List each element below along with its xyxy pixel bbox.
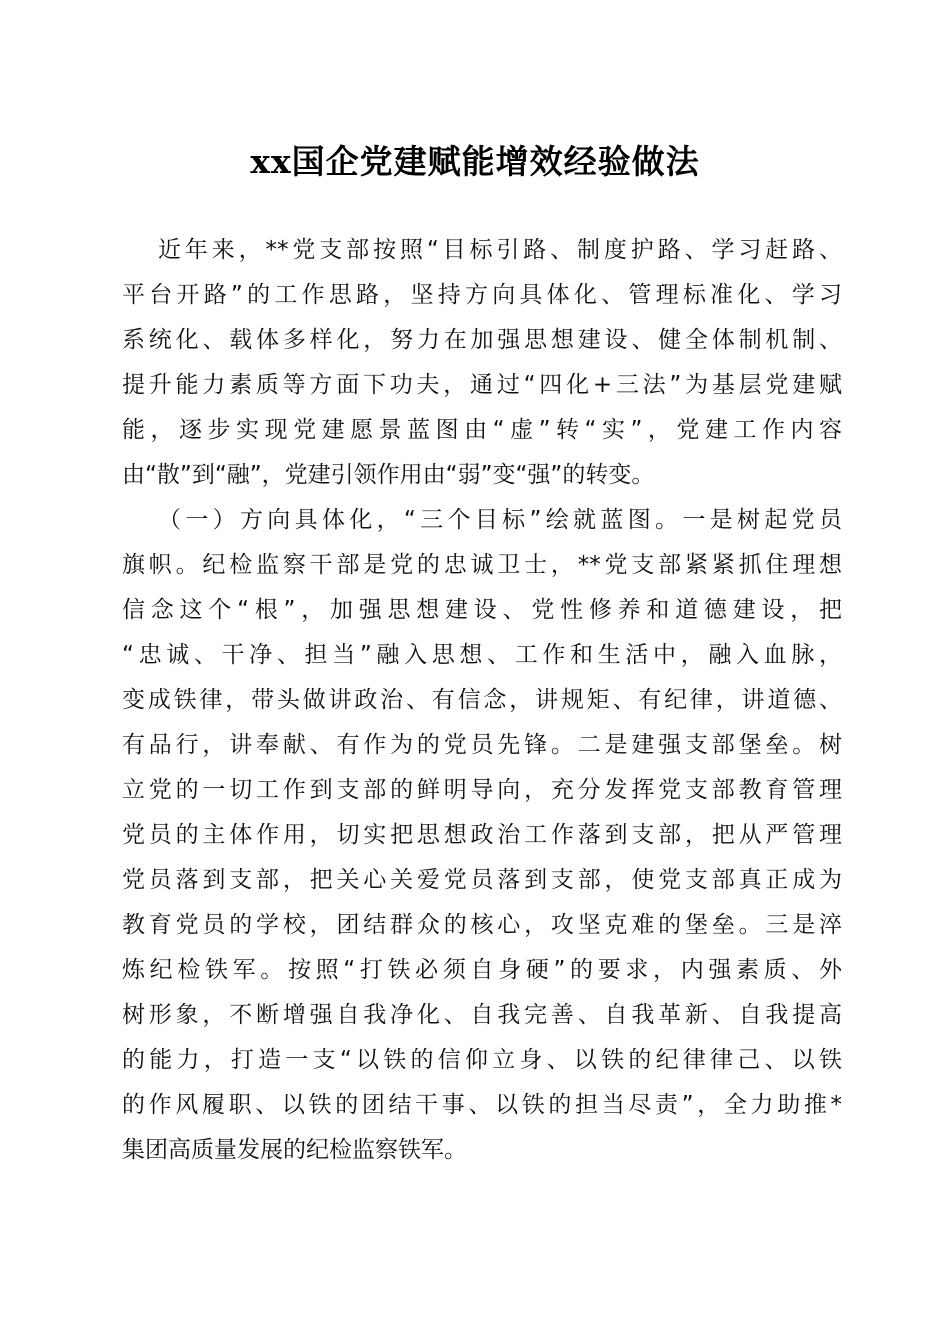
paragraph-1-line: 近年来，**党支部按照“目标引路、制度护路、学习赶路、 <box>158 237 842 263</box>
paragraph-2-line: （一）方向具体化，“三个目标”绘就蓝图。一是树起党员 <box>158 507 842 533</box>
paragraph-1-line: 由“散”到“融”，党建引领作用由“弱”变“强”的转变。 <box>122 462 655 488</box>
paragraph-2-line: 集团高质量发展的纪检监察铁军。 <box>122 1137 467 1163</box>
paragraph-1-line: 平台开路”的工作思路，坚持方向具体化、管理标准化、学习 <box>122 282 842 308</box>
paragraph-1-line: 系统化、载体多样化，努力在加强思想建设、健全体制机制、 <box>122 327 842 353</box>
document-title: xx国企党建赋能增效经验做法 <box>250 142 700 181</box>
paragraph-2-line: 的能力，打造一支“以铁的信仰立身、以铁的纪律律己、以铁 <box>122 1047 842 1073</box>
paragraph-2-line: 树形象，不断增强自我净化、自我完善、自我革新、自我提高 <box>122 1002 842 1028</box>
paragraph-2-line: 信念这个“根”，加强思想建设、党性修养和道德建设，把 <box>122 597 842 623</box>
paragraph-2-line: 党员的主体作用，切实把思想政治工作落到支部，把从严管理 <box>122 822 842 848</box>
paragraph-2-line: 旗帜。纪检监察干部是党的忠诚卫士，**党支部紧紧抓住理想 <box>122 552 842 578</box>
paragraph-2-line: 的作风履职、以铁的团结干事、以铁的担当尽责”，全力助推* <box>122 1092 842 1118</box>
paragraph-2-line: “忠诚、干净、担当”融入思想、工作和生活中，融入血脉， <box>122 642 842 668</box>
paragraph-2-line: 有品行，讲奉献、有作为的党员先锋。二是建强支部堡垒。树 <box>122 732 842 758</box>
paragraph-1-line: 能，逐步实现党建愿景蓝图由“虚”转“实”，党建工作内容 <box>122 417 842 443</box>
paragraph-2-line: 教育党员的学校，团结群众的核心，攻坚克难的堡垒。三是淬 <box>122 912 842 938</box>
paragraph-2-line: 炼纪检铁军。按照“打铁必须自身硬”的要求，内强素质、外 <box>122 957 842 983</box>
paragraph-2-line: 立党的一切工作到支部的鲜明导向，充分发挥党支部教育管理 <box>122 777 842 803</box>
paragraph-1-line: 提升能力素质等方面下功夫，通过“四化+三法”为基层党建赋 <box>122 372 842 398</box>
paragraph-2-line: 变成铁律，带头做讲政治、有信念，讲规矩、有纪律，讲道德、 <box>122 687 842 713</box>
paragraph-2-line: 党员落到支部，把关心关爱党员落到支部，使党支部真正成为 <box>122 867 842 893</box>
